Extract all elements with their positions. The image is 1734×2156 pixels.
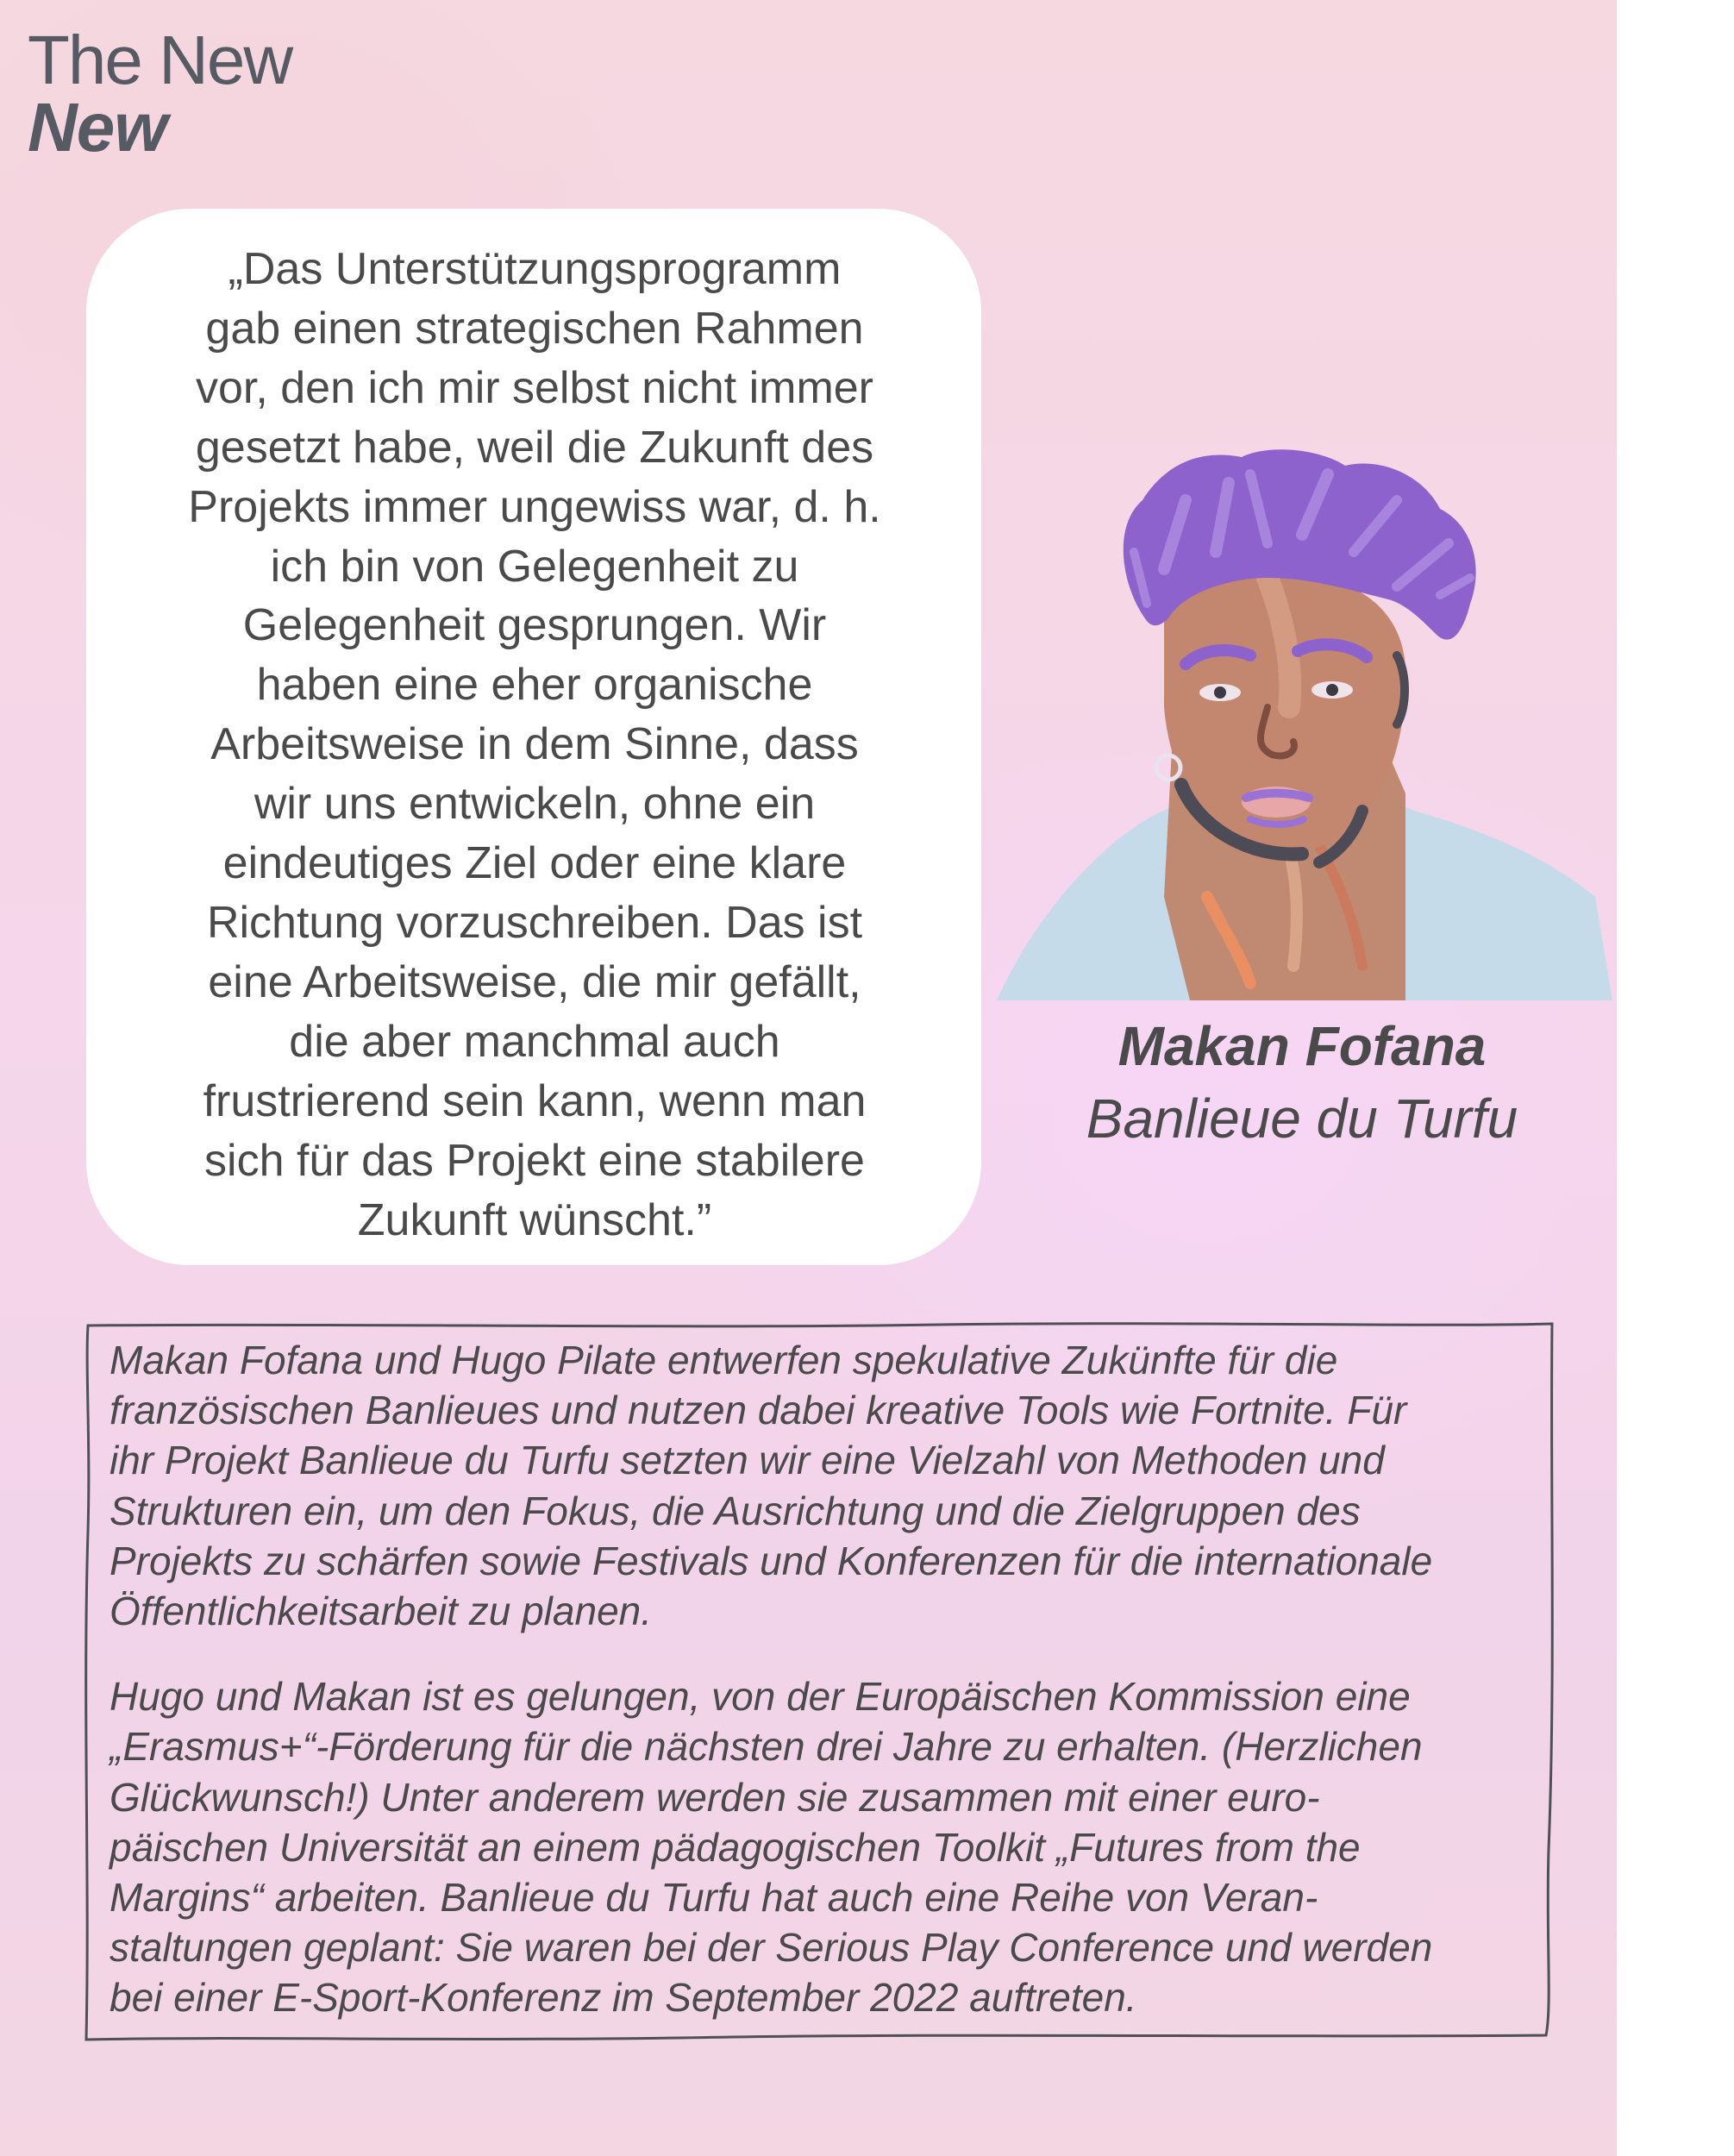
quote-line: gab einen strategischen Rahmen xyxy=(205,303,864,354)
logo xyxy=(28,22,292,166)
quote-line: wir uns entwickeln, ohne ein xyxy=(254,779,816,830)
description-line: französischen Banlieues und nutzen dabei kreative Tools wie Fortnite. Für xyxy=(110,1388,1407,1433)
person-caption xyxy=(992,1009,1612,1154)
description-line: Glückwunsch!) Unter anderem werden sie zusammen mit einer euro- xyxy=(110,1774,1320,1820)
quote-line: Projekts immer ungewiss war, d. h. xyxy=(188,481,881,532)
description-line: Strukturen ein, um den Fokus, die Ausrichtung und die Zielgruppen des xyxy=(110,1488,1361,1533)
description-line: Öffentlichkeitsarbeit zu planen. xyxy=(110,1589,653,1634)
quote-line: eindeutiges Ziel oder eine klare xyxy=(222,838,847,889)
project-description xyxy=(110,1335,1558,2023)
quote-text xyxy=(129,240,940,1250)
project-name: Banlieue du Turfu xyxy=(1086,1087,1518,1150)
paragraph-gap xyxy=(110,1636,1558,1671)
description-line: ihr Projekt Banlieue du Turfu setzten wir eine Vielzahl von Methoden und xyxy=(110,1438,1385,1483)
quote-line: vor, den ich mir selbst nicht immer xyxy=(195,362,874,413)
quote-line: gesetzt habe, weil die Zukunft des xyxy=(195,422,874,473)
description-line: Projekts zu schärfen sowie Festivals und Konferenzen für die internationale xyxy=(110,1538,1433,1583)
quote-line: ich bin von Gelegenheit zu xyxy=(270,541,799,592)
description-line: bei einer E-Sport-Konferenz im September 2022 auftreten. xyxy=(110,1975,1137,2021)
description-line: „Erasmus+“-Förderung für die nächsten drei Jahre zu erhalten. (Herzlichen xyxy=(110,1724,1423,1770)
description-line: Makan Fofana und Hugo Pilate entwerfen spekulative Zukünfte für die xyxy=(110,1338,1338,1382)
logo-line-1: The New xyxy=(28,22,292,98)
description-line: staltungen geplant: Sie waren bei der Serious Play Conference und werden xyxy=(110,1925,1433,1971)
portrait-illustration xyxy=(992,448,1612,1000)
quote-line: sich für das Projekt eine stabilere xyxy=(204,1135,865,1186)
quote-line: frustrierend sein kann, wenn man xyxy=(203,1075,867,1126)
quote-line: eine Arbeitsweise, die mir gefällt, xyxy=(208,956,861,1007)
quote-line: Richtung vorzuschreiben. Das ist xyxy=(206,897,863,948)
quote-line: die aber manchmal auch xyxy=(289,1016,780,1067)
person-name: Makan Fofana xyxy=(1117,1015,1487,1077)
description-line: Hugo und Makan ist es gelungen, von der Europäischen Kommission eine xyxy=(110,1674,1411,1720)
quote-line: Gelegenheit gesprungen. Wir xyxy=(242,600,827,651)
quote-line: haben eine eher organische xyxy=(256,660,813,711)
logo-line-2: New xyxy=(28,89,167,166)
quote-line: „Das Unterstützungsprogramm xyxy=(228,244,842,294)
quote-line: Zukunft wünscht.” xyxy=(357,1194,712,1245)
quote-line: Arbeitsweise in dem Sinne, dass xyxy=(210,719,859,770)
description-line: päischen Universität an einem pädagogischen Toolkit „Futures from the xyxy=(110,1824,1361,1870)
description-line: Margins“ arbeiten. Banlieue du Turfu hat auch eine Reihe von Veran- xyxy=(110,1875,1318,1921)
